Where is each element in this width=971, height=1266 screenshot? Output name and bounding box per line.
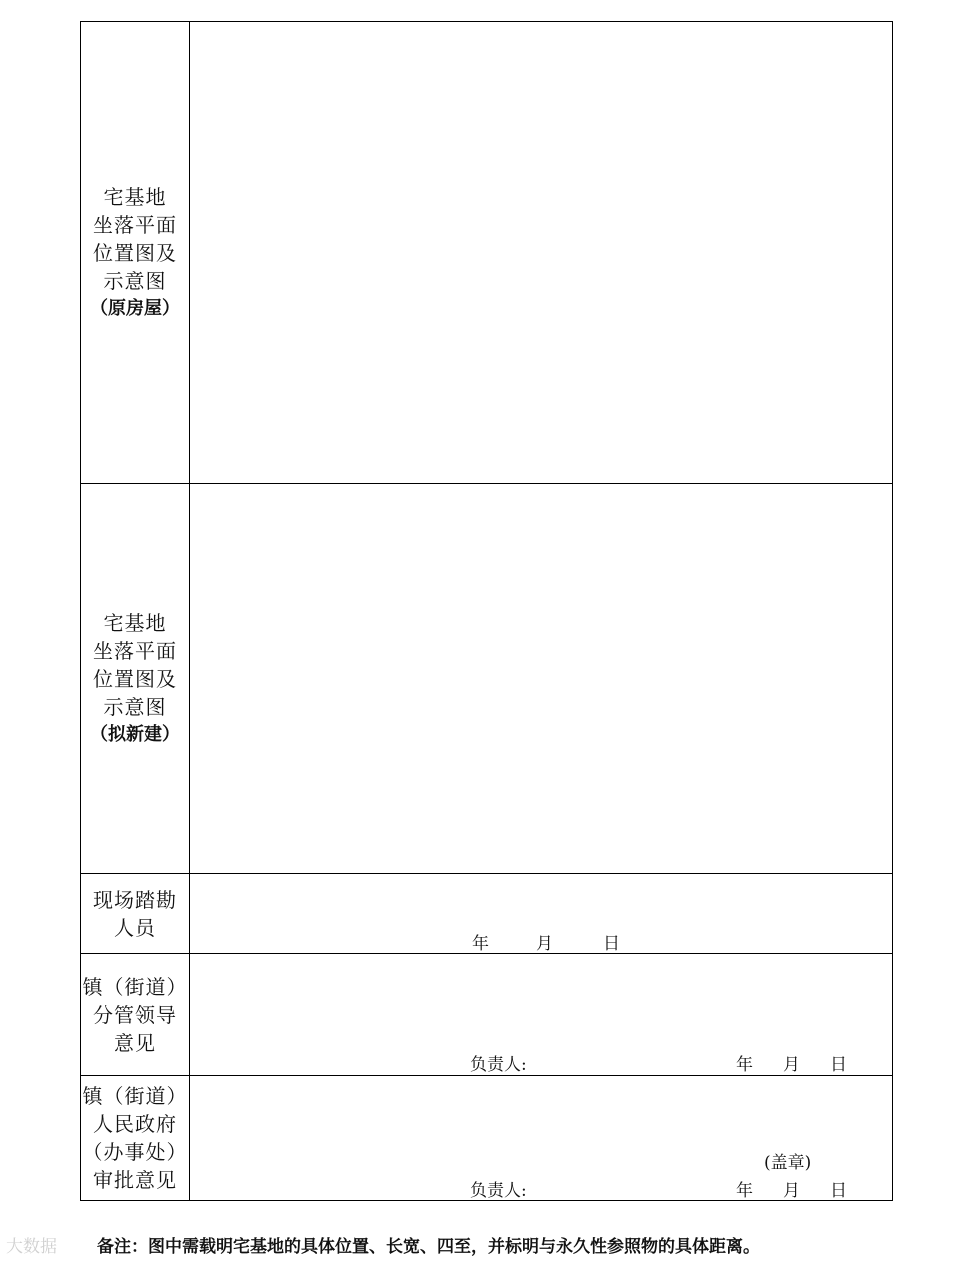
label-new-build-map xyxy=(81,484,190,873)
label-line: 位置图及 xyxy=(93,240,177,265)
government-approval-field[interactable] xyxy=(190,1076,892,1200)
site-survey-staff-field[interactable] xyxy=(190,874,892,953)
label-line: 宅基地 xyxy=(103,184,167,209)
seal-label: (盖章) xyxy=(764,1153,812,1173)
label-line: （办事处） xyxy=(82,1140,188,1164)
town-leader-opinion-field[interactable] xyxy=(190,954,892,1075)
label-government-approval xyxy=(81,1076,190,1200)
label-line: 现场踏勘 xyxy=(93,887,177,912)
label-sub-new-build: （拟新建） xyxy=(90,723,180,745)
label-line: 宅基地 xyxy=(103,610,167,635)
date-month: 月 xyxy=(783,1181,800,1201)
date-year: 年 xyxy=(472,934,489,954)
label-town-leader-opinion xyxy=(81,954,190,1075)
row-government-approval xyxy=(81,1076,892,1200)
date-month: 月 xyxy=(536,934,553,954)
label-line: 分管领导 xyxy=(93,1002,177,1027)
label-line: 镇（街道） xyxy=(82,1084,188,1108)
label-line: 人员 xyxy=(114,915,156,940)
date-day: 日 xyxy=(830,1055,847,1075)
label-line: 审批意见 xyxy=(93,1168,177,1192)
label-line: 位置图及 xyxy=(93,666,177,691)
label-line: 坐落平面 xyxy=(93,638,177,663)
new-build-map-area[interactable] xyxy=(190,484,892,873)
label-line: 人民政府 xyxy=(93,1112,177,1136)
footnote: 备注：图中需载明宅基地的具体位置、长宽、四至，并标明与永久性参照物的具体距离。 xyxy=(97,1237,760,1257)
label-original-house-map xyxy=(81,22,190,483)
date-year: 年 xyxy=(736,1181,753,1201)
original-house-map-area[interactable] xyxy=(190,22,892,483)
label-line: 示意图 xyxy=(103,268,167,293)
row-town-leader-opinion xyxy=(81,954,892,1076)
date-day: 日 xyxy=(603,934,620,954)
watermark: 大数据 xyxy=(6,1237,57,1257)
label-line: 坐落平面 xyxy=(93,212,177,237)
label-site-survey-staff xyxy=(81,874,190,953)
responsible-person-label: 负责人: xyxy=(470,1181,527,1201)
responsible-person-label: 负责人: xyxy=(470,1055,527,1075)
label-line: 意见 xyxy=(114,1030,156,1055)
date-day: 日 xyxy=(830,1181,847,1201)
homestead-form-table xyxy=(80,21,893,1201)
label-line: 镇（街道） xyxy=(82,974,188,999)
row-original-house-map xyxy=(81,22,892,484)
date-month: 月 xyxy=(783,1055,800,1075)
row-new-build-map xyxy=(81,484,892,874)
row-site-survey-staff xyxy=(81,874,892,954)
label-sub-original-house: （原房屋） xyxy=(90,297,180,319)
date-year: 年 xyxy=(736,1055,753,1075)
label-line: 示意图 xyxy=(103,694,167,719)
